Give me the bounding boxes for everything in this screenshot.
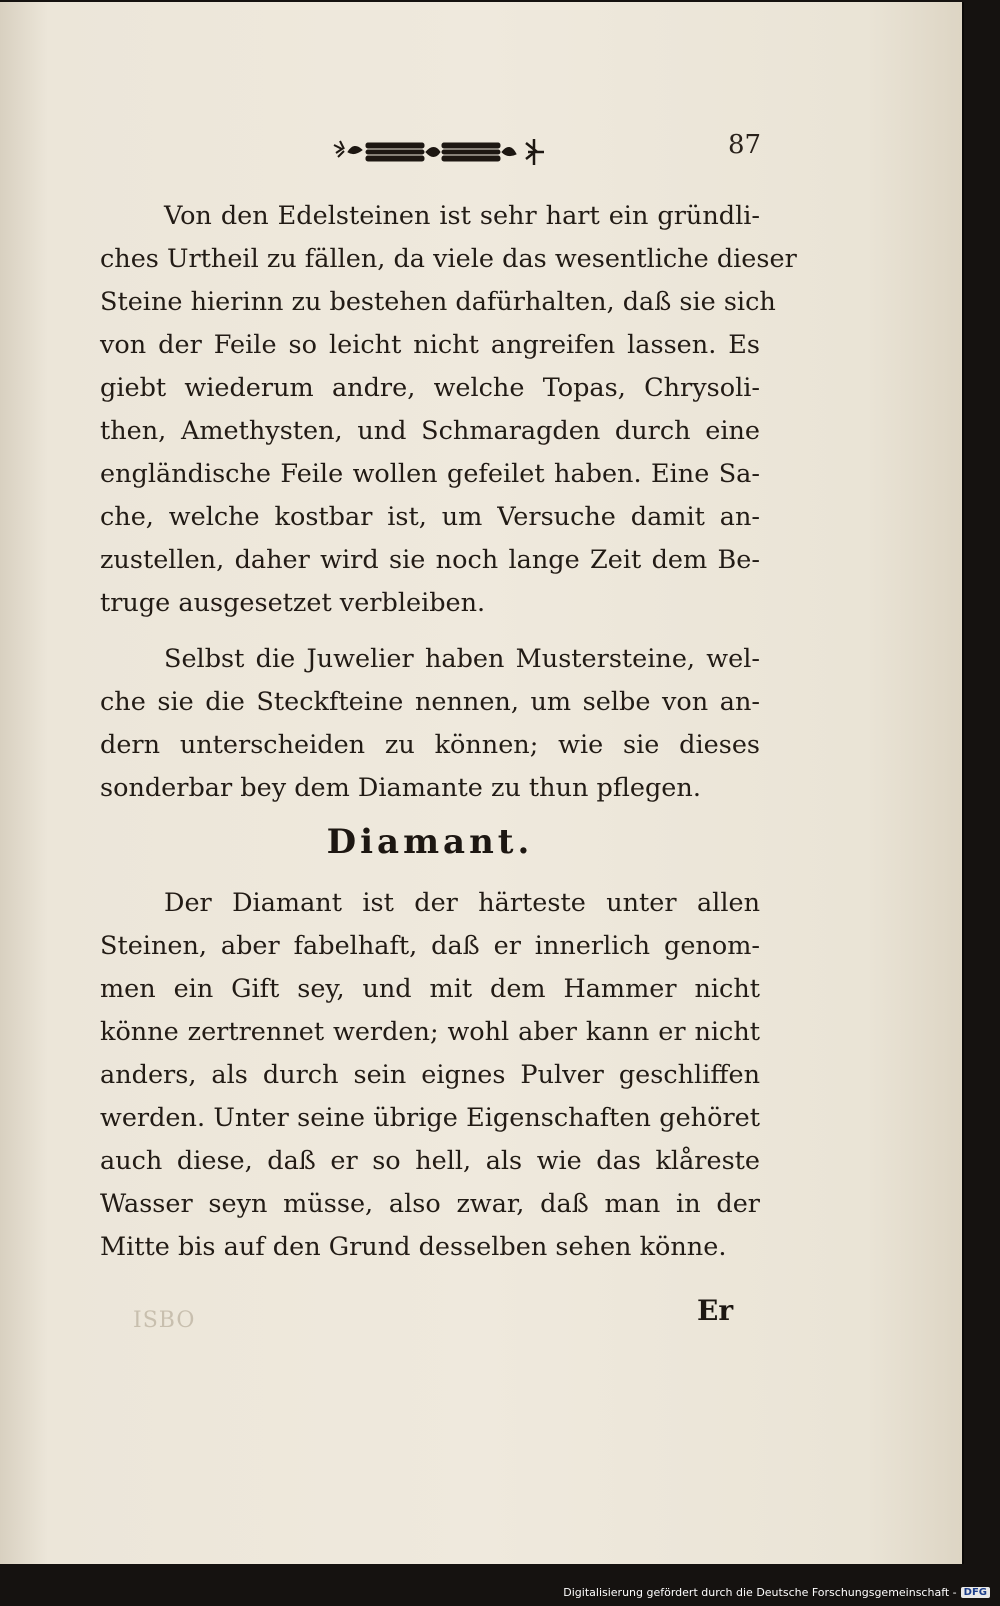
decorative-vignette-icon (330, 135, 550, 169)
text-line: Der Diamant ist der härteste unter allen (164, 888, 760, 918)
text-line: ches Urtheil zu fällen, da viele das wesentliche dieser (100, 244, 797, 274)
text-line: dern unterscheiden zu können; wie sie dieses (100, 730, 760, 760)
text-line: zustellen, daher wird sie noch lange Zeit dem Be- (100, 545, 760, 575)
text-line: sonderbar bey dem Diamante zu thun pflegen. (100, 773, 701, 803)
page-number: 87 (728, 130, 762, 160)
digitization-credit (563, 1586, 990, 1599)
dfg-logo-icon: DFG (961, 1587, 990, 1598)
text-line: Wasser seyn müsse, also zwar, daß man in der (100, 1189, 760, 1219)
credit-text: Digitalisierung gefördert durch die Deutsche Forschungsgemeinschaft - (563, 1586, 957, 1599)
text-line: anders, als durch sein eignes Pulver geschliffen (100, 1060, 760, 1090)
catchword: Er (697, 1294, 734, 1327)
text-line: engländische Feile wollen gefeilet haben. Eine Sa- (100, 459, 760, 489)
text-line: auch diese, daß er so hell, als wie das klåreste (100, 1146, 760, 1176)
paragraph-diamant (100, 882, 760, 1269)
text-line: giebt wiederum andre, welche Topas, Chrysoli- (100, 373, 760, 403)
text-line: Steine hierinn zu bestehen dafürhalten, daß sie sich (100, 287, 776, 317)
text-line: Mitte bis auf den Grund desselben sehen könne. (100, 1232, 727, 1262)
text-line: men ein Gift sey, und mit dem Hammer nicht (100, 974, 760, 1004)
text-line: truge ausgesetzet verbleiben. (100, 588, 486, 618)
text-line: Steinen, aber fabelhaft, daß er innerlich genom- (100, 931, 760, 961)
section-heading: Diamant. (326, 822, 534, 862)
paragraph-edelsteine (100, 195, 797, 625)
text-line: Von den Edelsteinen ist sehr hart ein gründli- (164, 201, 760, 231)
text-line: che, welche kostbar ist, um Versuche damit an- (100, 502, 760, 532)
book-page (0, 2, 964, 1564)
text-line: werden. Unter seine übrige Eigenschaften gehöret (100, 1103, 760, 1133)
text-line: von der Feile so leicht nicht angreifen lassen. Es (100, 330, 760, 360)
text-line: Selbst die Juwelier haben Mustersteine, wel- (164, 644, 760, 674)
text-line: könne zertrennet werden; wohl aber kann er nicht (100, 1017, 760, 1047)
paragraph-juwelier (100, 638, 760, 810)
faded-library-stamp: ISBO (133, 1308, 196, 1333)
text-line: then, Amethysten, und Schmaragden durch eine (100, 416, 760, 446)
text-line: che sie die Steckfteine nennen, um selbe von an- (100, 687, 760, 717)
